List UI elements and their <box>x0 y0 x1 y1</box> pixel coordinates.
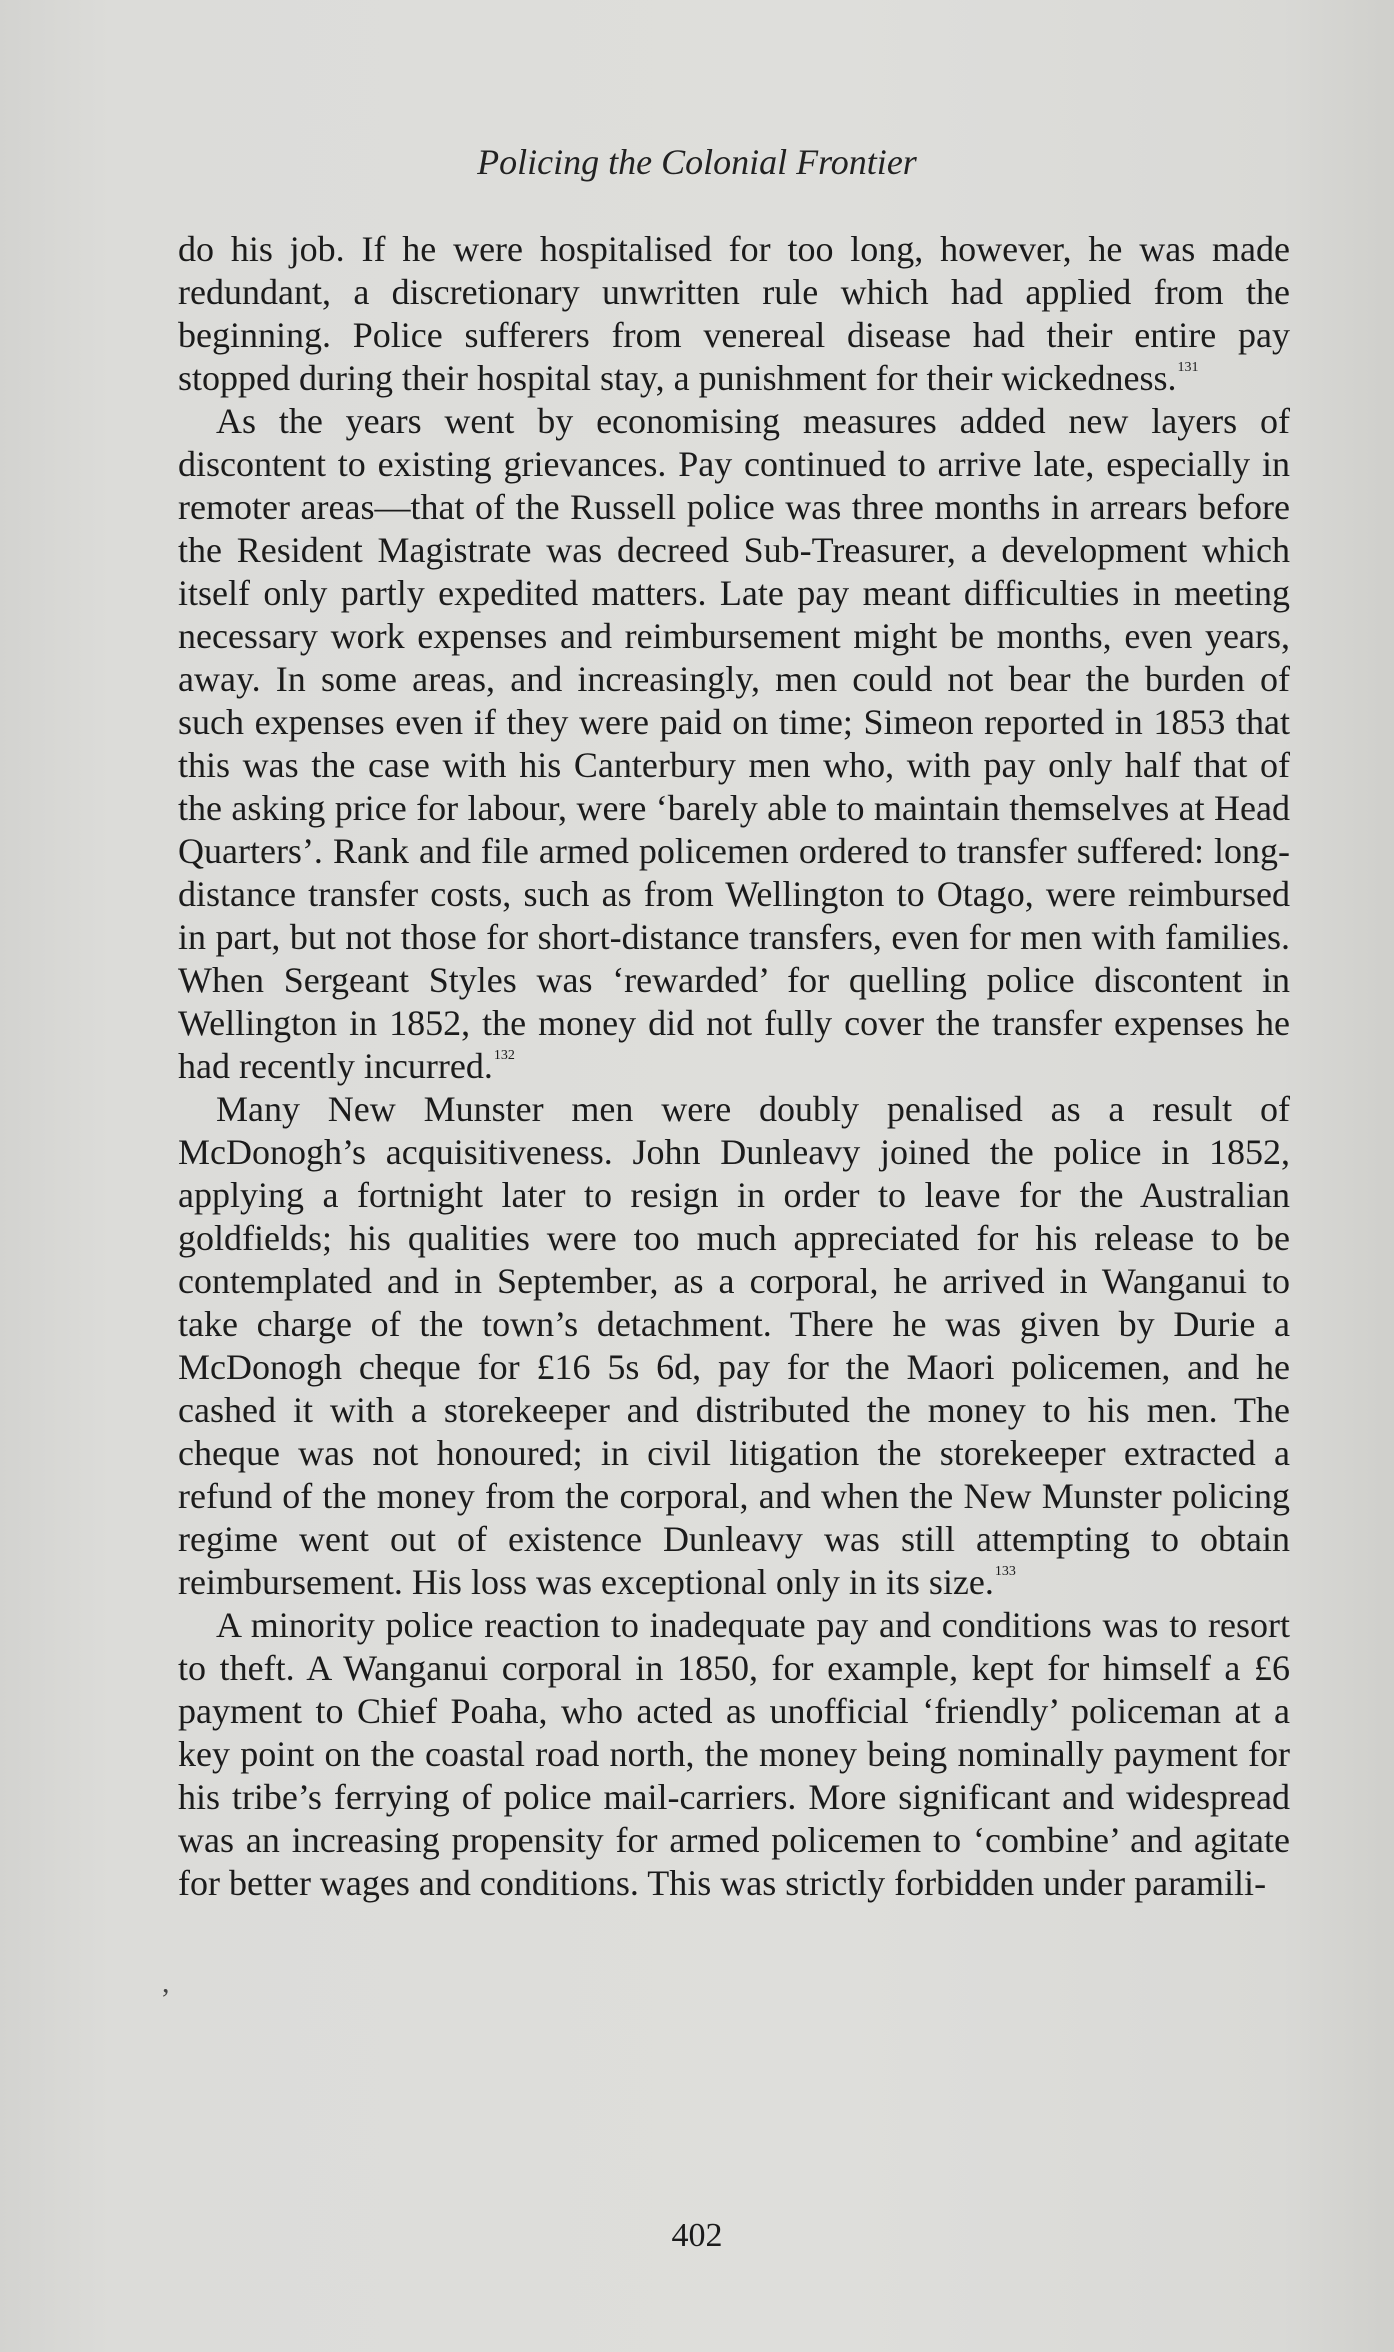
page-number: 402 <box>671 2217 723 2254</box>
paragraph-2 <box>178 400 1290 1088</box>
margin-mark: , <box>162 1966 170 1999</box>
body-text <box>178 228 1290 1905</box>
footnote-ref-132[interactable]: 132 <box>493 1048 515 1063</box>
footnote-ref-131[interactable]: 131 <box>1177 360 1199 375</box>
paragraph-3 <box>178 1088 1290 1604</box>
paragraph-1-text: do his job. If he were hospitalised for too long, however, he was made redundant, a discretionary unwritten rule which had applied from the beginning. Police sufferers from venereal disease had their entire pay stopped during their hospital stay, a punishment for their wickedness. <box>178 229 1290 398</box>
footnote-ref-133[interactable]: 133 <box>994 1564 1016 1579</box>
running-header: Policing the Colonial Frontier <box>477 142 917 182</box>
paragraph-3-text: Many New Munster men were doubly penalised as a result of McDonogh’s acquisitiveness. John Dunleavy joined the police in 1852, applying a fortnight later to resign in order to leave for the Australian goldfields; his qualities were too much appreciated for his release to be contemplated and in September, as a corporal, he arrived in Wanganui to take charge of the town’s detachment. There he was given by Durie a McDonogh cheque for £16 5s 6d, pay for the Maori policemen, and he cashed it with a storekeeper and distributed the money to his men. The cheque was not honoured; in civil litigation the storekeeper extracted a refund of the money from the corporal, and when the New Munster policing regime went out of existence Dunleavy was still attempting to obtain reimbursement. His loss was exceptional only in its size. <box>178 1089 1290 1602</box>
paragraph-1 <box>178 228 1290 400</box>
paragraph-2-text: As the years went by economising measures added new layers of discontent to existing grievances. Pay continued to arrive late, especially in remoter areas—that of the Russell police was three months in arrears before the Resident Magistrate was decreed Sub-Treasurer, a development which itself only partly expedited matters. Late pay meant difficulties in meeting necessary work expenses and reimbursement might be months, even years, away. In some areas, and increasingly, men could not bear the burden of such expenses even if they were paid on time; Simeon reported in 1853 that this was the case with his Canterbury men who, with pay only half that of the asking price for labour, were ‘barely able to maintain themselves at Head Quarters’. Rank and file armed policemen ordered to transfer suffered: long-distance transfer costs, such as from Wellington to Otago, were reimbursed in part, but not those for short-distance transfers, even for men with families. When Sergeant Styles was ‘rewarded’ for quelling police discontent in Wellington in 1852, the money did not fully cover the transfer expenses he had recently incurred. <box>178 401 1290 1086</box>
paragraph-4 <box>178 1604 1290 1905</box>
paragraph-4-text: A minority police reaction to inadequate pay and conditions was to resort to theft. A Wanganui corporal in 1850, for example, kept for himself a £6 payment to Chief Poaha, who acted as unofficial ‘friendly’ policeman at a key point on the coastal road north, the money being nominally payment for his tribe’s ferrying of police mail-carriers. More significant and widespread was an increasing propensity for armed policemen to ‘combine’ and agitate for better wages and conditions. This was strictly forbidden under paramili- <box>178 1605 1290 1903</box>
